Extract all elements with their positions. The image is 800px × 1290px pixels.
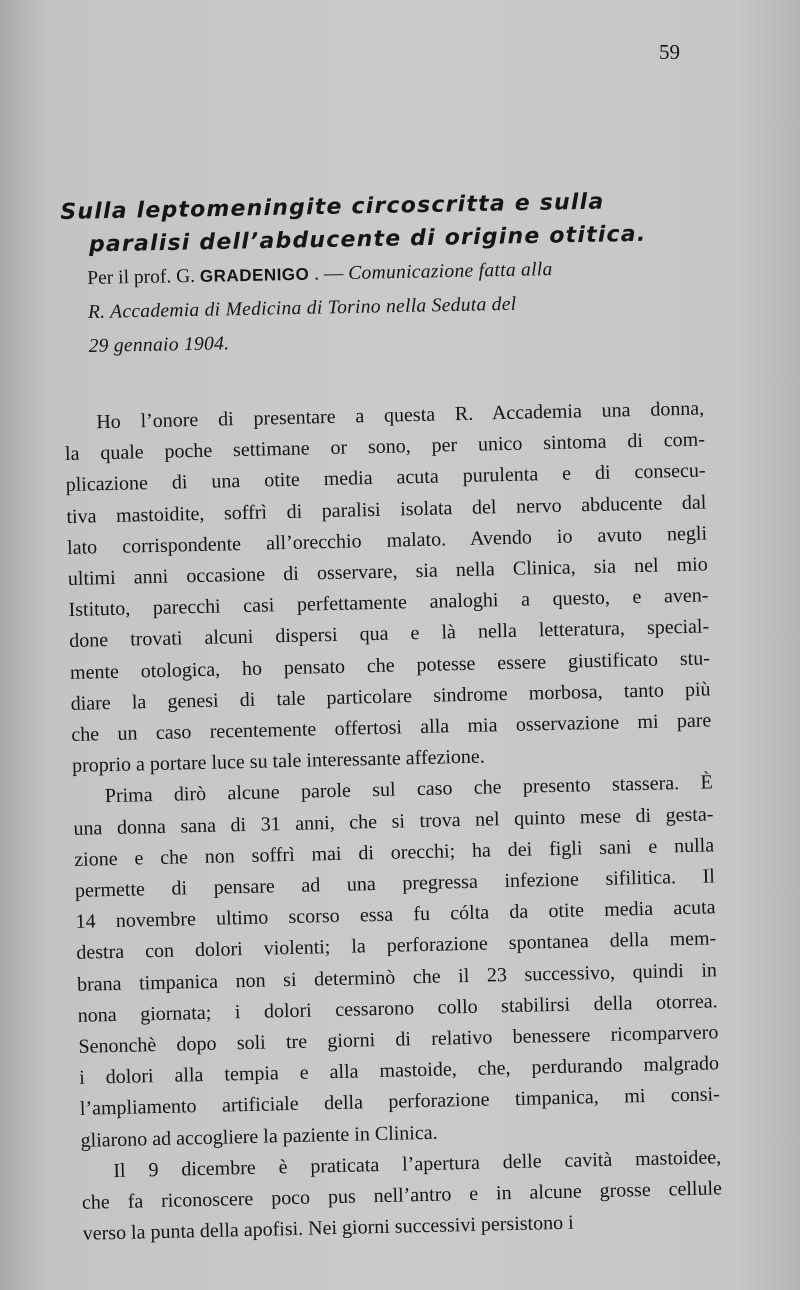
text-line: ultimi anni occasione di osservare, sia nella Clinica, sia nel mio (67, 553, 708, 590)
text-line: nona giornata; i dolori cessarono collo stabilirsi della otorrea. (77, 990, 718, 1027)
text-line: una donna sana di 31 anni, che si trova nel quinto mese di gesta- (73, 803, 714, 840)
author-name: GRADENIGO (199, 264, 310, 286)
text-line: verso la punta della apofisi. Nei giorni successivi persistono i (82, 1211, 574, 1246)
text-line: Prima dirò alcune parole sul caso che presento stassera. È (104, 771, 713, 808)
text-line: plicazione di una otite media acuta purulenta e di consecu- (65, 459, 706, 497)
text-line: proprio a portare luce su tale interessante affezione. (71, 745, 486, 778)
text-line: done trovati alcuni dispersi qua e là nella letteratura, special- (69, 615, 710, 653)
text-line: diare la genesi di tale particolare sindrome morbosa, tanto più (70, 678, 711, 715)
text-line: mente otologica, ho pensato che potesse essere giustificato stu- (69, 647, 711, 684)
text-line: lato corrispondente all’orecchio malato. Avendo io avuto negli (66, 522, 708, 559)
text-line: Senonchè dopo soli tre giorni di relativo benessere ricomparvero (78, 1021, 719, 1058)
text-line: l’ampliamento artificiale della perforazione timpanica, mi consi- (79, 1083, 720, 1121)
page-number: 59 (659, 40, 680, 64)
text-line: destra con dolori violenti; la perforazione spontanea della mem- (76, 927, 717, 965)
text-line: tiva mastoidite, soffrì di paralisi isolata del nervo abducente dal (66, 491, 707, 528)
communication-line-2: R. Accademia di Medicina di Torino nella Seduta del (87, 293, 517, 323)
text-line: zione e che non soffrì mai di orecchi; ha dei figli sani e nulla (74, 834, 715, 871)
text-line: la quale poche settimane or sono, per unico sintoma di com- (64, 428, 706, 466)
byline (87, 251, 684, 364)
paragraph (81, 1142, 723, 1250)
text-line: che fa riconoscere poco pus nell’antro e in alcune grosse cellule (81, 1177, 723, 1214)
text-line: Ho l’onore di presentare a questa R. Accademia una donna, (96, 397, 705, 434)
text-line: Istituto, parecchi casi perfettamente analoghi a questo, e aven- (68, 584, 709, 622)
article-title-line-2: paralisi dell’abducente di origine otitica. (88, 221, 647, 258)
communication-date: 29 gennaio 1904. (88, 333, 230, 357)
text-line: che un caso recentemente offertosi alla mia osservazione mi pare (71, 709, 712, 746)
paragraph (64, 393, 712, 782)
text-line: gliarono ad accogliere la paziente in Clinica. (80, 1121, 438, 1152)
article-title (60, 184, 681, 262)
communication-line-1: Comunicazione fatta alla (348, 259, 553, 284)
article-title-line-1: Sulla leptomeningite circoscritta e sulla (60, 189, 605, 225)
byline-dash: . — (309, 262, 349, 285)
text-line: permette di pensare ad una pregressa infezione sifilitica. Il (74, 865, 716, 902)
article-body (64, 393, 723, 1250)
text-line: brana timpanica non si determinò che il 23 successivo, quindi in (76, 958, 718, 996)
text-line: 14 novembre ultimo scorso essa fu cólta da otite media acuta (75, 896, 716, 934)
text-line: Il 9 dicembre è praticata l’apertura delle cavità mastoidee, (113, 1146, 722, 1182)
byline-prefix: Per il prof. G. (87, 265, 196, 289)
text-line: i dolori alla tempia e alla mastoide, che, perdurando malgrado (78, 1052, 720, 1090)
paragraph (72, 768, 720, 1157)
